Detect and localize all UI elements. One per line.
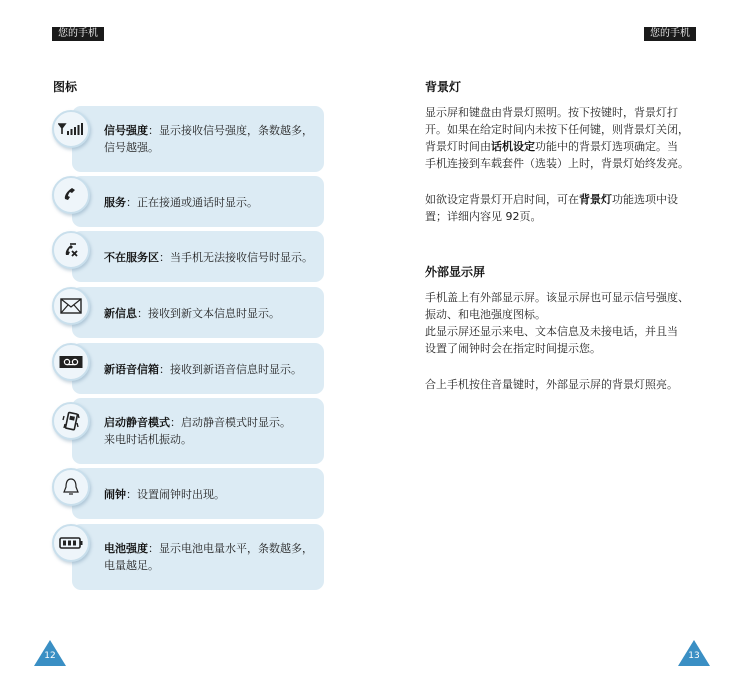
icon-row-voicemail [52,343,324,394]
page-number-badge-right [678,640,710,666]
icon-desc-line2: 来电时话机振动。 [104,433,192,446]
paragraph-line: 手机盖上有外部显示屏。该显示屏也可显示信号强度、 [425,291,689,304]
icon-row-no-service [52,231,324,282]
icon-row-text [104,486,314,503]
paragraph-line: 如欲设定背景灯开启时间，可在 [425,193,579,206]
term-separator: ： [159,251,170,264]
icon-row-text [104,305,314,322]
header-tab-right: 您的手机 [644,27,696,41]
paragraph-line: 功能选项中设 [612,193,678,206]
backlight-paragraph-2 [425,191,697,225]
backlight-title: 背景灯 [425,80,462,94]
icon-term: 新语音信箱 [104,363,159,376]
icon-desc-line1: 正在接通或通话时显示。 [137,196,258,209]
icon-row-text [104,194,314,211]
bell-icon [52,468,90,506]
term-separator: ： [170,416,181,429]
icon-desc-line1: 接收到新语音信息时显示。 [170,363,302,376]
icon-term: 信号强度 [104,124,148,137]
paragraph-line: 功能中的背景灯选项确定。当 [535,140,678,153]
external-display-title: 外部显示屏 [425,265,486,279]
envelope-icon [52,287,90,325]
term-separator: ： [126,196,137,209]
menu-term-phone-settings: 话机设定 [491,140,535,153]
menu-term-backlight: 背景灯 [579,193,612,206]
term-separator: ： [148,124,159,137]
icon-row-text [104,249,314,266]
icon-term: 新信息 [104,307,137,320]
no-service-icon [52,231,90,269]
paragraph-line: 背景灯时间由 [425,140,491,153]
backlight-paragraph-1 [425,104,697,172]
icon-desc-line1: 显示电池电量水平，条数越多， [159,542,313,555]
term-separator: ： [126,488,137,501]
icon-desc-line2: 电量越足。 [104,559,159,572]
icon-term: 不在服务区 [104,251,159,264]
term-separator: ： [137,307,148,320]
external-paragraph-2: 合上手机按住音量键时，外部显示屏的背景灯照亮。 [425,378,678,391]
icon-row-text [104,122,314,156]
icon-term: 电池强度 [104,542,148,555]
battery-icon [52,524,90,562]
paragraph-line: 开。如果在给定时间内未按下任何键，则背景灯关闭， [425,123,689,136]
icon-desc-line1: 当手机无法接收信号时显示。 [170,251,313,264]
icon-row-text [104,361,314,378]
icons-section-title: 图标 [53,80,78,94]
icon-desc-line1: 设置闹钟时出现。 [137,488,225,501]
icon-desc-line1: 显示接收信号强度，条数越多， [159,124,313,137]
icon-row-text [104,540,314,574]
page-number-badge-left [34,640,66,666]
icon-term: 闹钟 [104,488,126,501]
paragraph-line: 置；详细内容见 92页。 [425,210,542,223]
signal-strength-icon [52,110,90,148]
external-paragraph-1 [425,289,697,357]
paragraph-line: 振动、和电池强度图标。 [425,308,546,321]
icon-row-battery [52,524,324,590]
icon-desc-line1: 接收到新文本信息时显示。 [148,307,280,320]
icon-term: 服务 [104,196,126,209]
icon-desc-line1: 启动静音模式时显示。 [181,416,291,429]
header-tab-left: 您的手机 [52,27,104,41]
icon-row-service [52,176,324,227]
paragraph-line: 手机连接到车载套件（选装）上时，背景灯始终发亮。 [425,157,689,170]
paragraph-line: 显示屏和键盘由背景灯照明。按下按键时，背景灯打 [425,106,678,119]
paragraph-line: 设置了闹钟时会在指定时间提示您。 [425,342,601,355]
page-number: 12 [44,651,56,661]
term-separator: ： [159,363,170,376]
voicemail-icon [52,343,90,381]
term-separator: ： [148,542,159,555]
icon-row-new-message [52,287,324,338]
icon-row-vibrate [52,398,324,464]
icon-desc-line2: 信号越强。 [104,141,159,154]
icon-row-text [104,414,314,448]
icon-term: 启动静音模式 [104,416,170,429]
paragraph-line: 此显示屏还显示来电、文本信息及未接电话，并且当 [425,325,678,338]
phone-service-icon [52,176,90,214]
icon-row-signal [52,106,324,172]
vibrate-icon [52,402,90,440]
icon-row-alarm [52,468,324,519]
page-number: 13 [688,651,700,661]
